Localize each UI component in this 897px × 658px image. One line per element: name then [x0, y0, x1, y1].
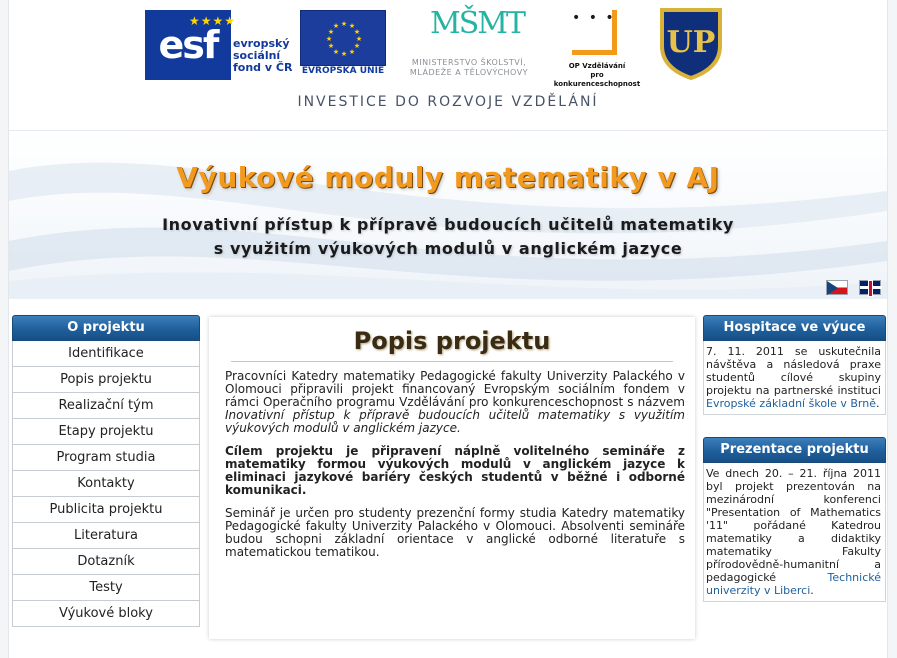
- intro-paragraph: [225, 370, 685, 435]
- esf-logo-text: [233, 38, 292, 74]
- menu-item-etapy-projektu[interactable]: Etapy projektu: [12, 419, 200, 445]
- uk-flag-icon[interactable]: [859, 280, 881, 295]
- esf-text-line: sociální: [233, 49, 281, 62]
- svg-text:★: ★: [353, 42, 361, 50]
- page-title: Popis projektu: [353, 327, 551, 355]
- banner-title: Výukové moduly matematiky v AJ: [176, 161, 720, 194]
- project-name-italic: Inovativní přístup k přípravě budoucích učitelů matematiky s využitím výukových modulů v anglickém jazyce.: [225, 408, 685, 435]
- prezentace-header: Prezentace projektu: [703, 437, 886, 463]
- svg-text:★: ★: [327, 28, 335, 36]
- msmt-logo: [394, 8, 544, 83]
- svg-text:★: ★: [353, 28, 361, 36]
- msmt-text-line: MINISTERSTVO ŠKOLSTVÍ,: [411, 58, 527, 67]
- hospitace-text: 7. 11. 2011 se uskutečnila návštěva a následová praxe studentů cílové skupiny projektu na partnerské instituci: [706, 345, 881, 397]
- svg-text:★: ★: [325, 35, 333, 43]
- prezentace-text: Ve dnech 20. – 21. října 2011 byl projekt prezentován na mezinárodní konferenci "Presentation of Mathematics '11" pořádané Katedrou matematiky a didaktiky matematiky Fakulty přírodovědně-humanitní a pedagogické: [706, 467, 881, 584]
- eu-stars-icon: [325, 20, 363, 58]
- menu-item-publicita-projektu[interactable]: Publicita projektu: [12, 497, 200, 523]
- banner-subtitle-line: s využitím výukových modulů v anglickém jazyce: [213, 239, 683, 258]
- menu-item-program-studia[interactable]: Program studia: [12, 445, 200, 471]
- menu-item-literatura[interactable]: Literatura: [12, 523, 200, 549]
- up-shield-logo: [656, 6, 726, 82]
- op-logo-text: [547, 62, 647, 89]
- op-text-line: OP Vzdělávání: [568, 62, 626, 70]
- eu-logo: [300, 10, 386, 80]
- banner-subtitle-line: Inovativní přístup k přípravě budoucích učitelů matematiky: [162, 215, 734, 234]
- hospitace-header: Hospitace ve výuce: [703, 315, 886, 341]
- svg-text:★: ★: [348, 22, 356, 30]
- dots-icon: • • •: [572, 10, 616, 26]
- stars-icon: ★★★★: [189, 14, 237, 28]
- investice-tagline: INVESTICE DO ROZVOJE VZDĚLÁNÍ: [297, 94, 599, 110]
- op-text-line: pro konkurenceschopnost: [553, 71, 641, 88]
- intro-text: Pracovníci Katedry matematiky Pedagogické fakulty Univerzity Palackého v Olomouci připravili projekt financovaný Evropským sociálním fondem v rámci Operačního programu Vzdělávání pro konkurenceschopnost s názvem: [225, 369, 685, 409]
- shield-icon: [656, 6, 726, 82]
- main-content: [209, 317, 695, 639]
- eu-label: EVROPSKÁ UNIE: [301, 66, 385, 76]
- svg-text:★: ★: [340, 20, 348, 28]
- esf-logo-mark: esf: [145, 10, 231, 80]
- left-menu: [12, 315, 200, 627]
- esf-text-line: evropský: [233, 37, 290, 50]
- msmt-logo-mark: MŠMT: [430, 6, 524, 41]
- menu-item-realizacni-tym[interactable]: Realizační tým: [12, 393, 200, 419]
- czech-flag-icon[interactable]: [826, 280, 848, 295]
- goal-paragraph: Cílem projektu je připravení náplně volitelného semináře z matematiky formou výukových modulů v anglickém jazyce k eliminaci jazykové bariéry českých studentů v běžné i odborné komunikaci.: [225, 444, 685, 497]
- svg-text:★: ★: [340, 50, 348, 58]
- svg-text:★: ★: [332, 22, 340, 30]
- title-divider: [231, 361, 673, 362]
- hospitace-link[interactable]: Evropské základní škole v Brně: [706, 397, 876, 410]
- hospitace-body: [703, 341, 886, 415]
- language-switcher: [820, 280, 881, 299]
- svg-text:★: ★: [332, 48, 340, 56]
- prezentace-body: [703, 463, 886, 602]
- seminar-paragraph: Seminář je určen pro studenty prezenční formy studia Katedry matematiky Pedagogické fakulty Univerzity Palackého v Olomouci. Absolventi semináře budou schopni základní orientace v anglické odborné literatuře s matematickou tematikou.: [225, 506, 685, 559]
- hospitace-panel: [703, 315, 886, 415]
- page-frame: [8, 0, 888, 658]
- prezentace-end: .: [810, 584, 814, 597]
- hospitace-end: .: [876, 397, 880, 410]
- esf-logo: [145, 10, 303, 80]
- menu-item-dotaznik[interactable]: Dotazník: [12, 549, 200, 575]
- menu-item-identifikace[interactable]: Identifikace: [12, 341, 200, 367]
- msmt-logo-text: [394, 58, 544, 78]
- prezentace-panel: [703, 437, 886, 602]
- msmt-text-line: MLÁDEŽE A TĚLOVÝCHOVY: [409, 68, 529, 77]
- svg-text:★: ★: [355, 35, 363, 43]
- op-logo: [547, 10, 647, 88]
- svg-text:★: ★: [327, 42, 335, 50]
- left-menu-header: O projektu: [12, 315, 200, 341]
- partner-logos: [9, 0, 887, 92]
- menu-item-kontakty[interactable]: Kontakty: [12, 471, 200, 497]
- esf-text-line: fond v ČR: [233, 61, 293, 74]
- svg-text:★: ★: [348, 48, 356, 56]
- eu-flag-icon: [300, 10, 386, 66]
- menu-item-testy[interactable]: Testy: [12, 575, 200, 601]
- up-logo-mark: UP: [666, 25, 716, 60]
- project-banner: [9, 130, 887, 299]
- banner-subtitle: [9, 213, 887, 261]
- menu-item-popis-projektu[interactable]: Popis projektu: [12, 367, 200, 393]
- menu-item-vyukove-bloky[interactable]: Výukové bloky: [12, 601, 200, 627]
- prezentace-link[interactable]: Technické univerzity v Liberci: [706, 571, 881, 597]
